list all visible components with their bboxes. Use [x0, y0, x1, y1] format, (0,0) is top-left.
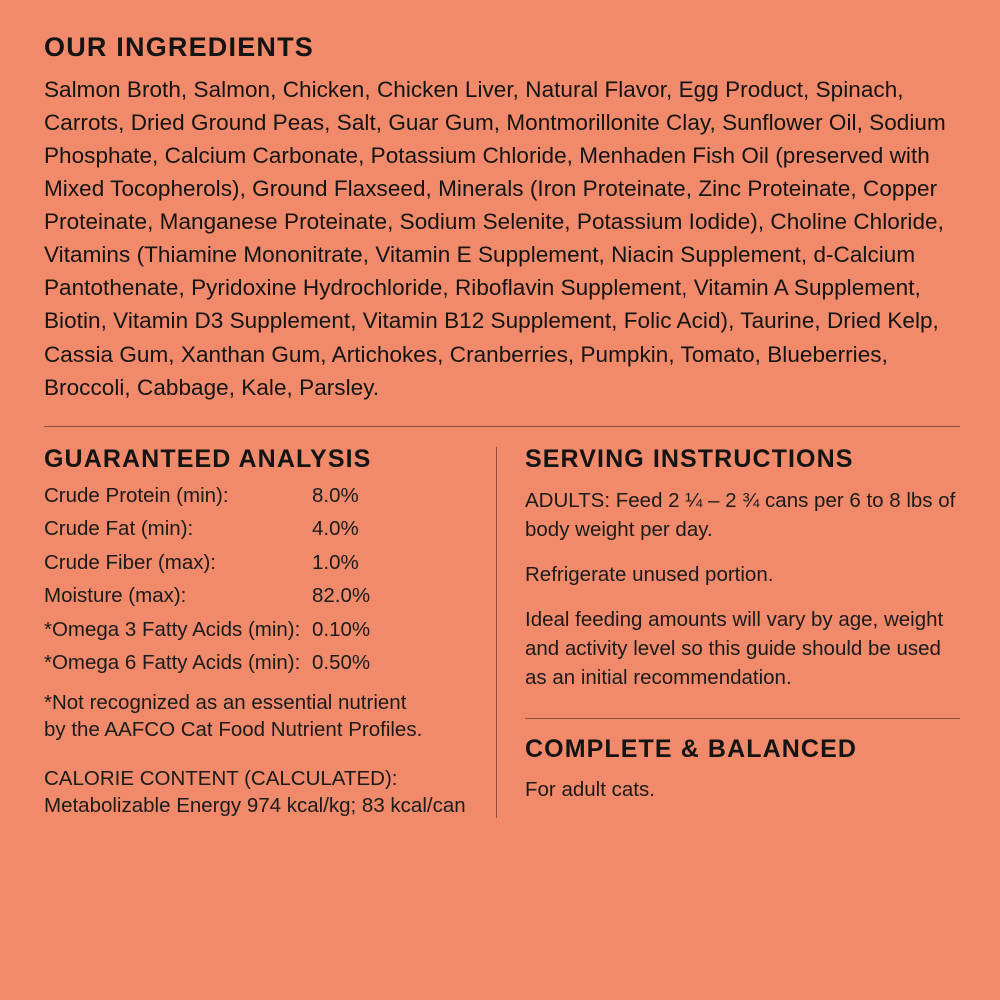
calorie-content-heading: CALORIE CONTENT (CALCULATED): [44, 766, 398, 790]
serving-paragraph-guidance: Ideal feeding amounts will vary by age, weight and activity level so this guide should be used as an initial recommendation. [525, 607, 944, 690]
horizontal-divider-right [525, 718, 960, 719]
nutrient-value: 8.0% [312, 483, 359, 507]
nutrient-label: Crude Fiber (max): [44, 550, 217, 574]
vertical-divider [496, 447, 497, 818]
nutrient-value: 82.0% [312, 584, 371, 608]
table-row [44, 486, 474, 520]
serving-paragraph-refrigerate: Refrigerate unused portion. [525, 562, 774, 586]
complete-balanced-title: COMPLETE & BALANCED [525, 735, 858, 764]
horizontal-divider [44, 426, 960, 427]
aafco-footnote-line2: by the AAFCO Cat Food Nutrient Profiles. [44, 717, 423, 741]
aafco-footnote [44, 689, 474, 743]
lower-columns [44, 445, 960, 820]
calorie-content-value: Metabolizable Energy 974 kcal/kg; 83 kcal/can [44, 794, 466, 818]
calorie-content [44, 765, 474, 820]
nutrient-label: Crude Fat (min): [44, 517, 194, 541]
nutrient-value: 0.10% [312, 617, 371, 641]
table-row [44, 620, 474, 654]
nutrient-value: 1.0% [312, 550, 359, 574]
table-row [44, 553, 474, 587]
serving-paragraph-adults: ADULTS: Feed 2 ¼ – 2 ¾ cans per 6 to 8 lbs of body weight per day. [525, 488, 956, 541]
guaranteed-analysis-section [44, 445, 496, 820]
nutrient-value: 0.50% [312, 651, 371, 675]
nutrient-label: Moisture (max): [44, 584, 187, 608]
nutrient-label: *Omega 3 Fatty Acids (min): [44, 617, 301, 641]
serving-and-complete-section [497, 445, 960, 820]
nutrient-value: 4.0% [312, 517, 359, 541]
serving-instructions-title: SERVING INSTRUCTIONS [525, 444, 854, 473]
table-row [44, 519, 474, 553]
guaranteed-analysis-title: GUARANTEED ANALYSIS [44, 444, 372, 473]
page-title: OUR INGREDIENTS [44, 32, 315, 62]
nutrient-label: *Omega 6 Fatty Acids (min): [44, 651, 301, 675]
guaranteed-analysis-table [44, 483, 474, 687]
table-row [44, 586, 474, 620]
ingredients-text: Salmon Broth, Salmon, Chicken, Chicken Liver, Natural Flavor, Egg Product, Spinach, Carrots, Dried Ground Peas, Salt, Guar Gum, Montmorillonite Clay, Sunflower Oil, Sodium Phosphate, Calcium Carbonate, Potassium Chloride, Menhaden Fish Oil (preserved with Mixed Tocopherols), Ground Flaxseed, Minerals (Iron Proteinate, Zinc Proteinate, Copper Proteinate, Manganese Proteinate, Sodium Selenite, Potassium Iodide), Choline Chloride, Vitamins (Thiamine Mononitrate, Vitamin E Supplement, Niacin Supplement, d-Calcium Pantothenate, Pyridoxine Hydrochloride, Riboflavin Supplement, Vitamin A Supplement, Biotin, Vitamin D3 Supplement, Vitamin B12 Supplement, Folic Acid), Taurine, Dried Kelp, Cassia Gum, Xanthan Gum, Artichokes, Cranberries, Pumpkin, Tomato, Blueberries, Broccoli, Cabbage, Kale, Parsley. [44, 77, 946, 400]
table-row [44, 653, 474, 687]
complete-balanced-text: For adult cats. [525, 778, 655, 802]
nutrient-label: Crude Protein (min): [44, 483, 229, 507]
aafco-footnote-line1: *Not recognized as an essential nutrient [44, 690, 407, 714]
